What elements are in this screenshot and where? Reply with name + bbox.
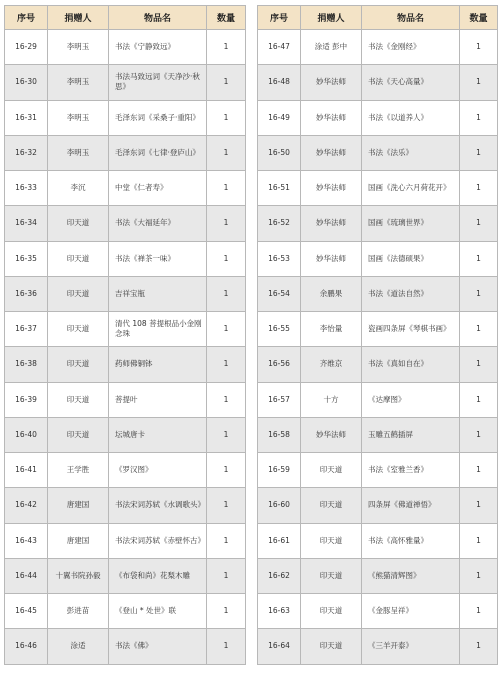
header-serial-no: 序号 [5,6,48,30]
table-row [5,523,246,558]
donor-cell: 十翼书院孙毅 [48,558,109,593]
table-row [258,347,498,382]
table-row [258,629,498,664]
quantity-cell: 1 [207,206,246,241]
serial-no-cell: 16-48 [258,65,301,100]
header-row [5,6,246,30]
quantity-cell: 1 [460,453,498,488]
table-row [5,488,246,523]
quantity-cell: 1 [207,65,246,100]
serial-no-cell: 16-35 [5,241,48,276]
serial-no-cell: 16-51 [258,171,301,206]
donor-cell: 印天道 [48,382,109,417]
table-row [5,417,246,452]
item-name-cell: 书法《真如自在》 [362,347,460,382]
serial-no-cell: 16-53 [258,241,301,276]
table-row [258,276,498,311]
table-row [5,65,246,100]
donation-table-left [4,5,246,665]
quantity-cell: 1 [460,312,498,347]
header-item-name: 物品名 [362,6,460,30]
donor-cell: 李沉 [48,171,109,206]
table-row [5,347,246,382]
item-name-cell: 清代 108 菩提根品小金刚念珠 [109,312,207,347]
table-row [5,312,246,347]
quantity-cell: 1 [207,523,246,558]
quantity-cell: 1 [460,594,498,629]
item-name-cell: 《金豚呈祥》 [362,594,460,629]
item-name-cell: 药师佛铜钵 [109,347,207,382]
donor-cell: 李怡量 [301,312,362,347]
table-row [5,171,246,206]
serial-no-cell: 16-34 [5,206,48,241]
item-name-cell: 书法马致远词《天净沙·秋思》 [109,65,207,100]
item-name-cell: 书法《佛》 [109,629,207,664]
item-name-cell: 国画《琉璃世界》 [362,206,460,241]
donor-cell: 唐建国 [48,523,109,558]
quantity-cell: 1 [207,241,246,276]
item-name-cell: 《达摩图》 [362,382,460,417]
serial-no-cell: 16-62 [258,558,301,593]
table-row [258,135,498,170]
quantity-cell: 1 [207,488,246,523]
donor-cell: 李明玉 [48,65,109,100]
donor-cell: 涂适 [48,629,109,664]
table-row [5,206,246,241]
serial-no-cell: 16-36 [5,276,48,311]
quantity-cell: 1 [207,100,246,135]
donor-cell: 妙华法师 [301,206,362,241]
serial-no-cell: 16-31 [5,100,48,135]
item-name-cell: 《登山 * 处世》联 [109,594,207,629]
quantity-cell: 1 [460,417,498,452]
table-row [258,523,498,558]
table-body [258,30,498,665]
serial-no-cell: 16-40 [5,417,48,452]
serial-no-cell: 16-39 [5,382,48,417]
serial-no-cell: 16-59 [258,453,301,488]
table-row [258,171,498,206]
quantity-cell: 1 [460,629,498,664]
serial-no-cell: 16-49 [258,100,301,135]
table-row [5,276,246,311]
donor-cell: 余鹏果 [301,276,362,311]
table-row [258,417,498,452]
item-name-cell: 书法《大福延年》 [109,206,207,241]
quantity-cell: 1 [460,30,498,65]
item-name-cell: 玉雕五鹤插屏 [362,417,460,452]
table-row [258,241,498,276]
donor-cell: 印天道 [48,241,109,276]
donor-cell: 十方 [301,382,362,417]
donor-cell: 妙华法师 [301,135,362,170]
table-row [258,558,498,593]
quantity-cell: 1 [460,135,498,170]
table-row [258,594,498,629]
donor-cell: 涂适 彭中 [301,30,362,65]
header-quantity: 数量 [207,6,246,30]
serial-no-cell: 16-33 [5,171,48,206]
item-name-cell: 《布袋和尚》花梨木雕 [109,558,207,593]
table-row [5,30,246,65]
item-name-cell: 书法宋词苏轼《赤壁怀古》 [109,523,207,558]
header-item-name: 物品名 [109,6,207,30]
serial-no-cell: 16-54 [258,276,301,311]
table-row [5,382,246,417]
item-name-cell: 书法《宁静致远》 [109,30,207,65]
quantity-cell: 1 [460,206,498,241]
item-name-cell: 国画《法德硕果》 [362,241,460,276]
quantity-cell: 1 [207,171,246,206]
quantity-cell: 1 [460,558,498,593]
donor-cell: 彭进苗 [48,594,109,629]
serial-no-cell: 16-45 [5,594,48,629]
serial-no-cell: 16-57 [258,382,301,417]
table-row [5,241,246,276]
item-name-cell: 国画《洗心六月荷花开》 [362,171,460,206]
item-name-cell: 毛泽东词《采桑子·重阳》 [109,100,207,135]
donor-cell: 印天道 [301,558,362,593]
donor-cell: 妙华法师 [301,65,362,100]
quantity-cell: 1 [207,135,246,170]
serial-no-cell: 16-63 [258,594,301,629]
table-row [5,558,246,593]
donor-cell: 印天道 [48,276,109,311]
serial-no-cell: 16-46 [5,629,48,664]
quantity-cell: 1 [460,347,498,382]
donor-cell: 印天道 [48,312,109,347]
quantity-cell: 1 [207,30,246,65]
donor-cell: 印天道 [301,629,362,664]
donor-cell: 印天道 [48,347,109,382]
item-name-cell: 坛城唐卡 [109,417,207,452]
serial-no-cell: 16-37 [5,312,48,347]
table-row [5,594,246,629]
quantity-cell: 1 [207,629,246,664]
quantity-cell: 1 [207,347,246,382]
donor-cell: 妙华法师 [301,417,362,452]
table-row [5,100,246,135]
table-row [5,629,246,664]
item-name-cell: 四条屏《佛道禅悟》 [362,488,460,523]
quantity-cell: 1 [207,453,246,488]
header-quantity: 数量 [460,6,498,30]
quantity-cell: 1 [207,276,246,311]
table-row [5,453,246,488]
quantity-cell: 1 [207,594,246,629]
table-row [258,30,498,65]
table-row [258,312,498,347]
header-row [258,6,498,30]
item-name-cell: 书法《高怀雅量》 [362,523,460,558]
quantity-cell: 1 [460,65,498,100]
serial-no-cell: 16-56 [258,347,301,382]
serial-no-cell: 16-55 [258,312,301,347]
serial-no-cell: 16-64 [258,629,301,664]
table-row [258,65,498,100]
serial-no-cell: 16-29 [5,30,48,65]
quantity-cell: 1 [207,312,246,347]
table-row [258,206,498,241]
quantity-cell: 1 [207,417,246,452]
item-name-cell: 书法《法乐》 [362,135,460,170]
serial-no-cell: 16-42 [5,488,48,523]
donor-cell: 印天道 [301,488,362,523]
table-body [5,30,246,665]
table-row [258,488,498,523]
table-row [258,382,498,417]
item-name-cell: 书法《禅茶一味》 [109,241,207,276]
header-donor: 捐赠人 [48,6,109,30]
donor-cell: 印天道 [301,453,362,488]
quantity-cell: 1 [460,100,498,135]
item-name-cell: 书法《室雅兰香》 [362,453,460,488]
item-name-cell: 瓷画四条屏《琴棋书画》 [362,312,460,347]
donor-cell: 印天道 [48,206,109,241]
item-name-cell: 《三羊开泰》 [362,629,460,664]
quantity-cell: 1 [460,171,498,206]
item-name-cell: 书法《天心高量》 [362,65,460,100]
donor-cell: 唐建国 [48,488,109,523]
donor-cell: 齐维京 [301,347,362,382]
item-name-cell: 《熊猫清辉图》 [362,558,460,593]
serial-no-cell: 16-43 [5,523,48,558]
item-name-cell: 吉祥宝瓶 [109,276,207,311]
item-name-cell: 《罗汉图》 [109,453,207,488]
serial-no-cell: 16-32 [5,135,48,170]
quantity-cell: 1 [460,241,498,276]
donor-cell: 印天道 [301,523,362,558]
donor-cell: 李明玉 [48,30,109,65]
donor-cell: 王学胜 [48,453,109,488]
quantity-cell: 1 [460,382,498,417]
serial-no-cell: 16-30 [5,65,48,100]
quantity-cell: 1 [460,488,498,523]
table-row [258,453,498,488]
item-name-cell: 书法宋词苏轼《水调歌头》 [109,488,207,523]
table-row [258,100,498,135]
item-name-cell: 书法《金刚经》 [362,30,460,65]
quantity-cell: 1 [207,382,246,417]
serial-no-cell: 16-58 [258,417,301,452]
quantity-cell: 1 [460,523,498,558]
serial-no-cell: 16-47 [258,30,301,65]
item-name-cell: 书法《以道养人》 [362,100,460,135]
item-name-cell: 菩提叶 [109,382,207,417]
donor-cell: 妙华法师 [301,100,362,135]
donor-cell: 印天道 [301,594,362,629]
serial-no-cell: 16-61 [258,523,301,558]
serial-no-cell: 16-44 [5,558,48,593]
serial-no-cell: 16-50 [258,135,301,170]
quantity-cell: 1 [460,276,498,311]
serial-no-cell: 16-41 [5,453,48,488]
donor-cell: 妙华法师 [301,171,362,206]
quantity-cell: 1 [207,558,246,593]
header-serial-no: 序号 [258,6,301,30]
serial-no-cell: 16-52 [258,206,301,241]
donor-cell: 妙华法师 [301,241,362,276]
donation-table-right [257,5,498,665]
serial-no-cell: 16-38 [5,347,48,382]
item-name-cell: 书法《道法自然》 [362,276,460,311]
serial-no-cell: 16-60 [258,488,301,523]
donor-cell: 印天道 [48,417,109,452]
header-donor: 捐赠人 [301,6,362,30]
donor-cell: 李明玉 [48,100,109,135]
item-name-cell: 毛泽东词《七律·登庐山》 [109,135,207,170]
item-name-cell: 中堂《仁者寿》 [109,171,207,206]
donor-cell: 李明玉 [48,135,109,170]
table-row [5,135,246,170]
